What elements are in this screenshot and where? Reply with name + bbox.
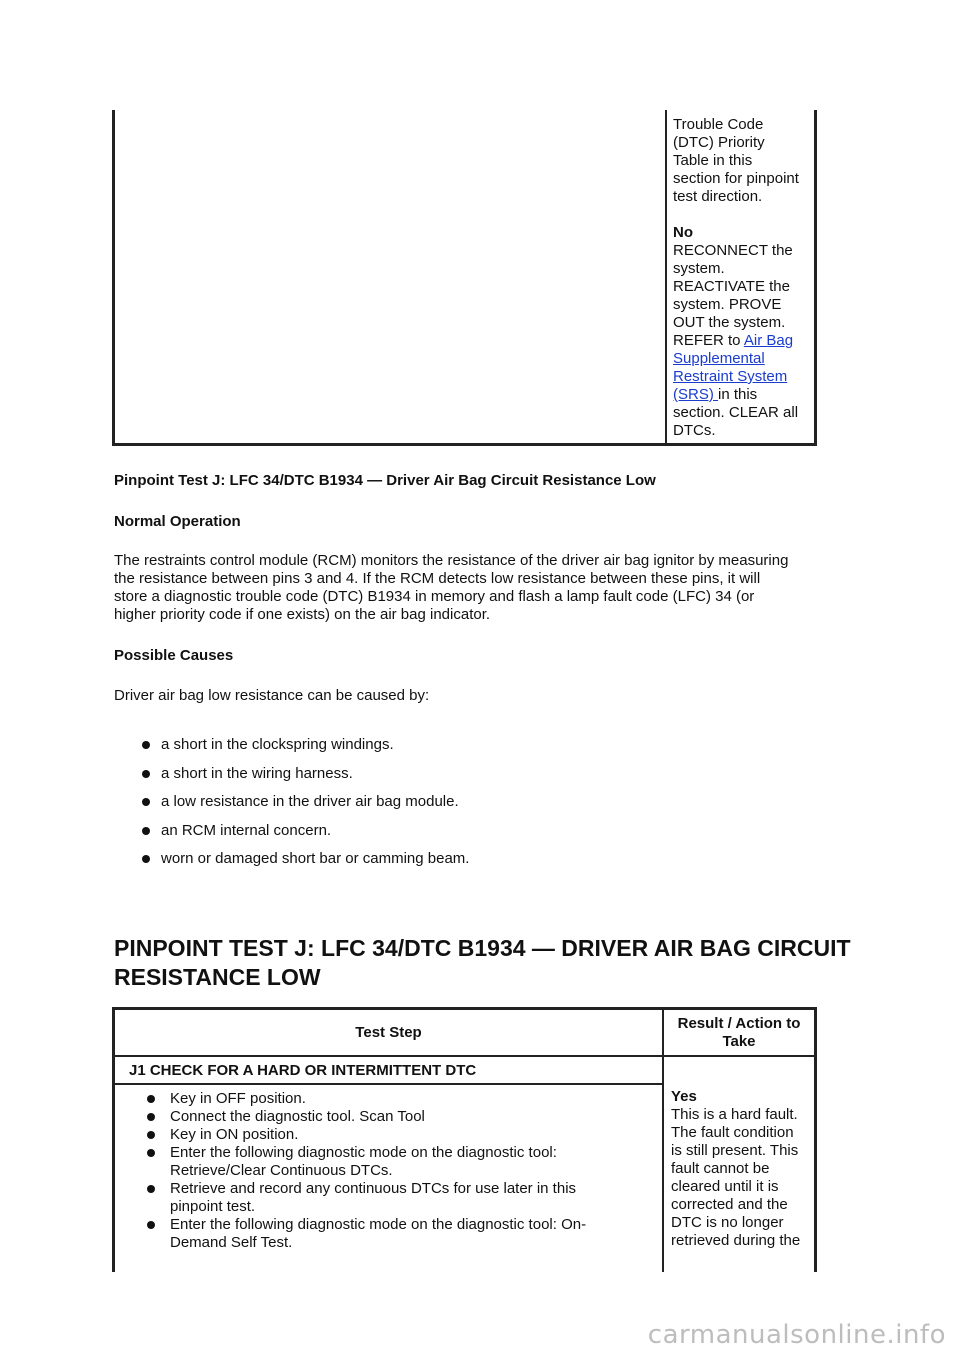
causes-intro: Driver air bag low resistance can be caused by:: [114, 687, 430, 704]
result-text-line: in this: [718, 386, 758, 403]
list-item: a short in the wiring harness.: [140, 765, 469, 794]
paragraph-line: the resistance between pins 3 and 4. If the RCM detects low resistance between these pins, it will: [114, 570, 761, 587]
result-text-line: section. CLEAR all: [673, 404, 799, 421]
step-text: Demand Self Test.: [170, 1234, 293, 1251]
step-text: Enter the following diagnostic mode on the diagnostic tool:: [170, 1144, 557, 1161]
step-title-divider: [115, 1083, 662, 1085]
result-text-line: Trouble Code: [673, 116, 764, 133]
step-text: Connect the diagnostic tool. Scan Tool: [170, 1108, 425, 1125]
result-text-line: test direction.: [673, 188, 763, 205]
result-text-line: section for pinpoint: [673, 170, 799, 187]
step-text: pinpoint test.: [170, 1198, 256, 1215]
causes-list: [140, 736, 469, 879]
paragraph-line: store a diagnostic trouble code (DTC) B1934 in memory and flash a lamp fault code (LFC) 34 (or: [114, 588, 755, 605]
result-line: corrected and the: [671, 1196, 788, 1213]
step-text: Key in ON position.: [170, 1126, 299, 1143]
step-text: Key in OFF position.: [170, 1090, 306, 1107]
col-header-result: [664, 1015, 814, 1051]
paragraph-line: higher priority code if one exists) on the air bag indicator.: [114, 606, 491, 623]
result-text-line: system. PROVE: [673, 296, 782, 313]
yes-label: Yes: [671, 1088, 697, 1105]
refer-prefix: REFER to: [673, 332, 744, 349]
result-line: fault cannot be: [671, 1160, 770, 1177]
step-text: Retrieve/Clear Continuous DTCs.: [170, 1162, 393, 1179]
normal-operation-text: [114, 552, 844, 624]
srs-link[interactable]: Supplemental: [673, 350, 765, 367]
result-action-cell: [673, 116, 813, 440]
result-text-line: system.: [673, 260, 725, 277]
step-item: [145, 1090, 645, 1108]
header-divider: [115, 1055, 662, 1057]
step-item: [145, 1180, 645, 1216]
watermark: carmanualsonline.info: [647, 1320, 946, 1350]
list-item: a low resistance in the driver air bag module.: [140, 793, 469, 822]
step-title: J1 CHECK FOR A HARD OR INTERMITTENT DTC: [129, 1062, 477, 1079]
list-item: worn or damaged short bar or camming beam.: [140, 850, 469, 879]
header-divider: [662, 1055, 814, 1057]
result-text-line: (DTC) Priority: [673, 134, 765, 151]
result-text-line: REACTIVATE the: [673, 278, 790, 295]
column-divider: [665, 110, 667, 443]
header-line: Result / Action to: [677, 1015, 801, 1032]
step-item: [145, 1126, 645, 1144]
normal-operation-heading: Normal Operation: [114, 513, 241, 530]
pinpoint-test-table: [112, 1007, 817, 1272]
paragraph-line: The restraints control module (RCM) monitors the resistance of the driver air bag ignitor by measuring: [114, 552, 789, 569]
step-text: Retrieve and record any continuous DTCs for use later in this: [170, 1180, 577, 1197]
pinpoint-test-title: [114, 934, 854, 992]
result-line: This is a hard fault.: [671, 1106, 798, 1123]
list-item: a short in the clockspring windings.: [140, 736, 469, 765]
list-item: an RCM internal concern.: [140, 822, 469, 851]
previous-results-table: [112, 110, 817, 446]
result-text-line: OUT the system.: [673, 314, 786, 331]
section-title: Pinpoint Test J: LFC 34/DTC B1934 — Driver Air Bag Circuit Resistance Low: [114, 472, 656, 489]
srs-link[interactable]: Air Bag: [743, 332, 794, 349]
srs-link[interactable]: (SRS): [673, 386, 718, 403]
title-line: RESISTANCE LOW: [114, 964, 321, 990]
step-list: [145, 1090, 645, 1252]
result-line: is still present. This: [671, 1142, 799, 1159]
step-item: [145, 1108, 645, 1126]
no-label: No: [673, 224, 693, 241]
step-item: [145, 1216, 645, 1252]
result-line: cleared until it is: [671, 1178, 779, 1195]
result-line: The fault condition: [671, 1124, 794, 1141]
result-text-line: Table in this: [673, 152, 753, 169]
header-line: Take: [722, 1033, 756, 1050]
result-line: DTC is no longer: [671, 1214, 784, 1231]
srs-link[interactable]: Restraint System: [673, 368, 788, 385]
title-line: PINPOINT TEST J: LFC 34/DTC B1934 — DRIVER AIR BAG CIRCUIT: [114, 935, 851, 961]
possible-causes-heading: Possible Causes: [114, 647, 234, 664]
step-item: [145, 1144, 645, 1180]
col-header-test-step: Test Step: [355, 1024, 422, 1041]
result-cell: [671, 1088, 811, 1250]
result-text-line: DTCs.: [673, 422, 716, 439]
result-line: retrieved during the: [671, 1232, 801, 1249]
step-text: Enter the following diagnostic mode on the diagnostic tool: On-: [170, 1216, 587, 1233]
result-text-line: RECONNECT the: [673, 242, 793, 259]
